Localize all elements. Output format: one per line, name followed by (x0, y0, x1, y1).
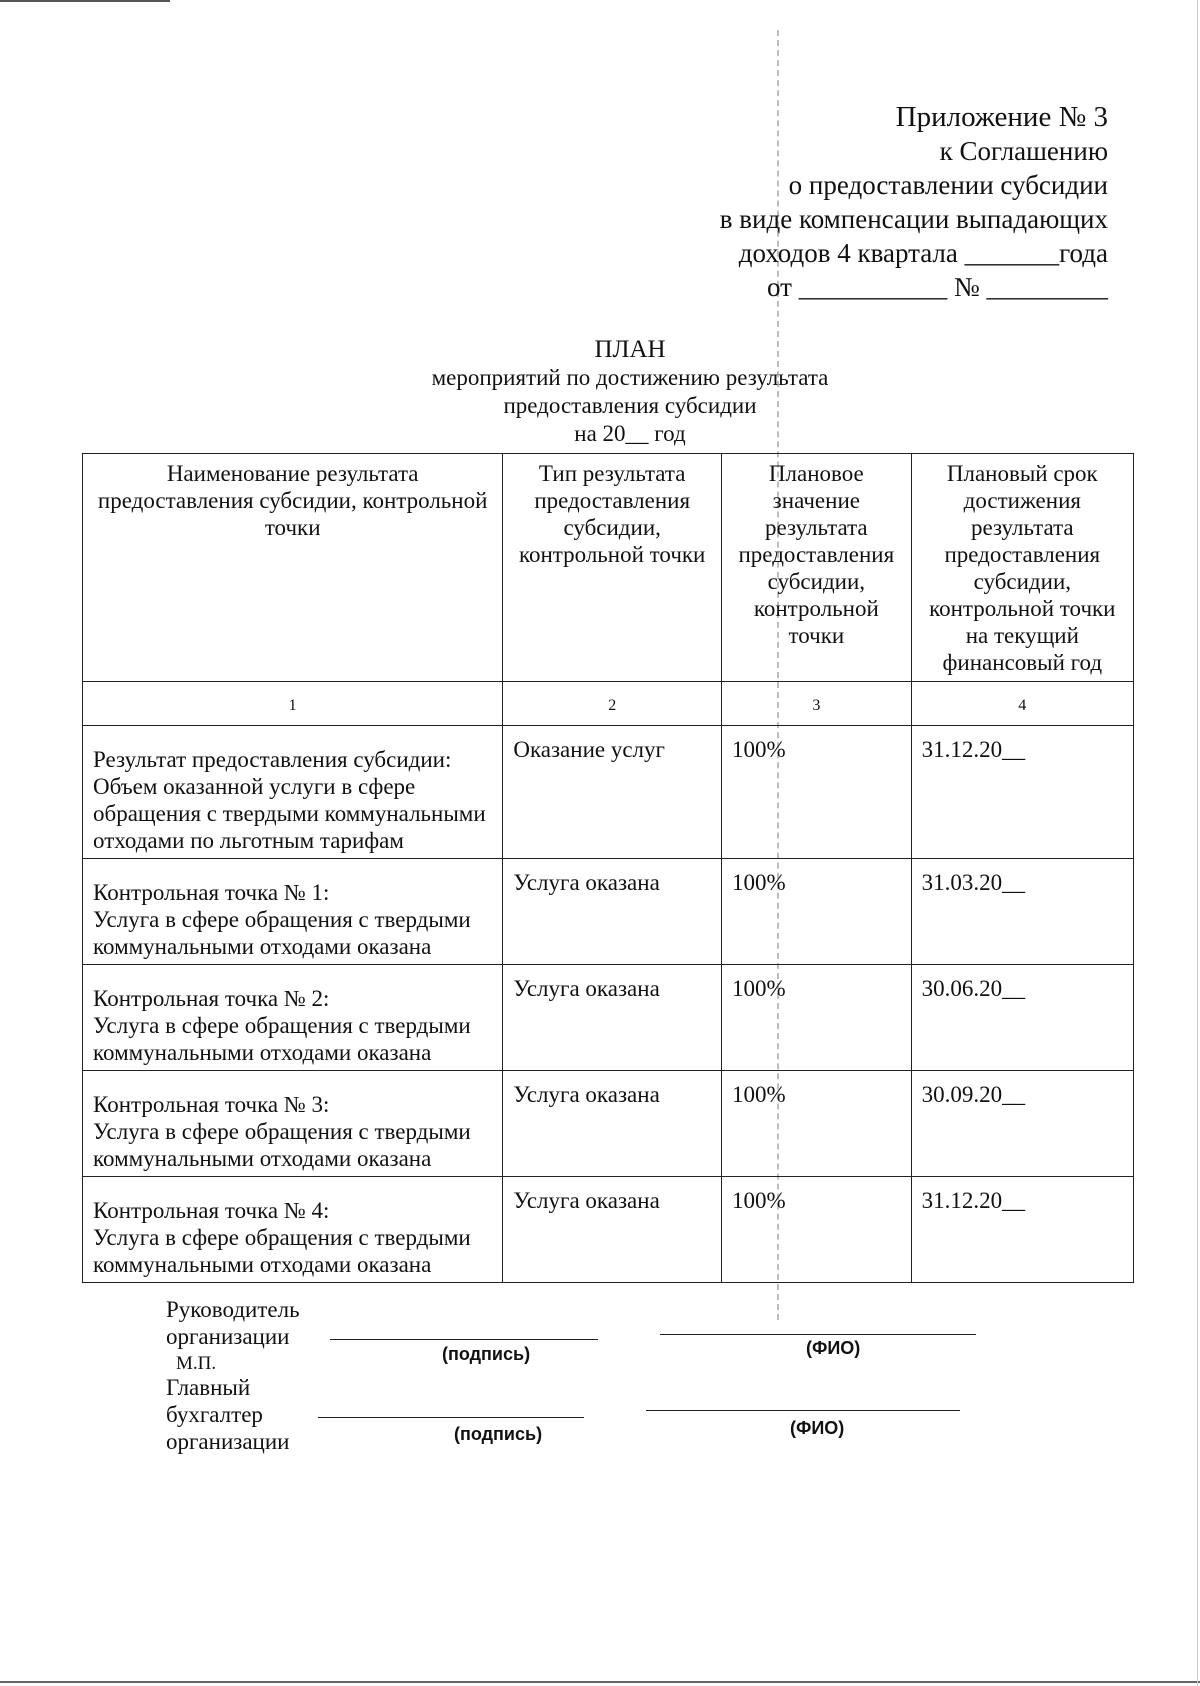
result-type-cell: Услуга оказана (503, 1177, 722, 1283)
result-value-cell: 100% (722, 1071, 912, 1177)
result-value-cell: 100% (722, 859, 912, 965)
table-row (83, 1071, 1134, 1177)
scan-edge-bottom (0, 1681, 1200, 1683)
result-type-cell: Услуга оказана (503, 965, 722, 1071)
result-value-cell: 100% (722, 726, 912, 859)
head-name-line (660, 1334, 976, 1335)
result-name-cell (83, 726, 503, 859)
result-type-cell: Оказание услуг (503, 726, 722, 859)
stamp-label: М.П. (176, 1353, 217, 1374)
result-text: Услуга в сфере обращения с твердыми коммунальными отходами оказана (93, 1119, 471, 1171)
column-number: 3 (722, 682, 912, 726)
scan-edge-right (1197, 0, 1198, 1686)
title-sub: предоставления субсидии (503, 393, 757, 418)
head-signature-line (330, 1339, 598, 1340)
accountant-signature-label (166, 1374, 289, 1455)
appendix-ref: к Соглашению (939, 136, 1108, 166)
name-caption: (ФИО) (790, 1418, 845, 1438)
appendix-ref: о предоставлении субсидии (788, 170, 1108, 200)
title-main: ПЛАН (594, 336, 666, 363)
result-deadline-cell: 30.09.20__ (911, 1071, 1133, 1177)
plan-table (82, 453, 1134, 1283)
result-name-cell (83, 1177, 503, 1283)
result-type-cell: Услуга оказана (503, 1071, 722, 1177)
head-signature-label (166, 1296, 300, 1350)
result-title: Контрольная точка № 1: (93, 880, 330, 905)
title-sub: мероприятий по достижению результата (431, 365, 829, 390)
column-header: Плановое значение результата предоставления субсидии, контрольной точки (722, 454, 912, 682)
result-value-cell: 100% (722, 1177, 912, 1283)
scan-edge-top (0, 0, 170, 2)
result-name-cell (83, 859, 503, 965)
table-header-row (83, 454, 1134, 682)
result-text: Услуга в сфере обращения с твердыми коммунальными отходами оказана (93, 907, 471, 959)
appendix-header (588, 100, 1108, 304)
column-number: 2 (503, 682, 722, 726)
name-caption: (ФИО) (806, 1338, 861, 1358)
table-row (83, 726, 1134, 859)
result-deadline-cell: 31.03.20__ (911, 859, 1133, 965)
signature-caption: (подпись) (454, 1424, 543, 1444)
result-text: Услуга в сфере обращения с твердыми коммунальными отходами оказана (93, 1225, 471, 1277)
result-type-cell: Услуга оказана (503, 859, 722, 965)
accountant-label: бухгалтер (166, 1402, 263, 1427)
table-row (83, 1177, 1134, 1283)
title-year: на 20__ год (574, 421, 686, 446)
result-title: Контрольная точка № 3: (93, 1092, 330, 1117)
appendix-number: Приложение № 3 (895, 101, 1108, 133)
column-number: 4 (911, 682, 1133, 726)
table-row (83, 859, 1134, 965)
column-header: Тип результата предоставления субсидии, контрольной точки (503, 454, 722, 682)
appendix-ref: в виде компенсации выпадающих (719, 204, 1108, 234)
result-text: Объем оказанной услуги в сфере обращения с твердыми коммунальными отходами по льготным тарифам (93, 774, 486, 853)
result-title: Контрольная точка № 2: (93, 986, 330, 1011)
result-title: Результат предоставления субсидии: (93, 747, 452, 772)
head-label: организации (166, 1324, 290, 1349)
appendix-date-number: от ___________ № _________ (767, 272, 1108, 302)
result-title: Контрольная точка № 4: (93, 1198, 330, 1223)
accountant-label: Главный (166, 1375, 251, 1400)
accountant-signature-line (318, 1417, 584, 1418)
accountant-label: организации (166, 1429, 290, 1454)
result-text: Услуга в сфере обращения с твердыми коммунальными отходами оказана (93, 1013, 471, 1065)
head-label: Руководитель (166, 1297, 300, 1322)
result-deadline-cell: 31.12.20__ (911, 726, 1133, 859)
column-number: 1 (83, 682, 503, 726)
document-title (380, 336, 880, 448)
accountant-name-line (646, 1410, 960, 1411)
result-value-cell: 100% (722, 965, 912, 1071)
signature-caption: (подпись) (442, 1344, 531, 1364)
result-name-cell (83, 965, 503, 1071)
column-number-row (83, 682, 1134, 726)
result-name-cell (83, 1071, 503, 1177)
result-deadline-cell: 30.06.20__ (911, 965, 1133, 1071)
result-deadline-cell: 31.12.20__ (911, 1177, 1133, 1283)
table-row (83, 965, 1134, 1071)
column-header: Наименование результата предоставления субсидии, контрольной точки (83, 454, 503, 682)
column-header: Плановый срок достижения результата предоставления субсидии, контрольной точки на текущий финансовый год (911, 454, 1133, 682)
appendix-ref: доходов 4 квартала _______года (738, 238, 1108, 268)
